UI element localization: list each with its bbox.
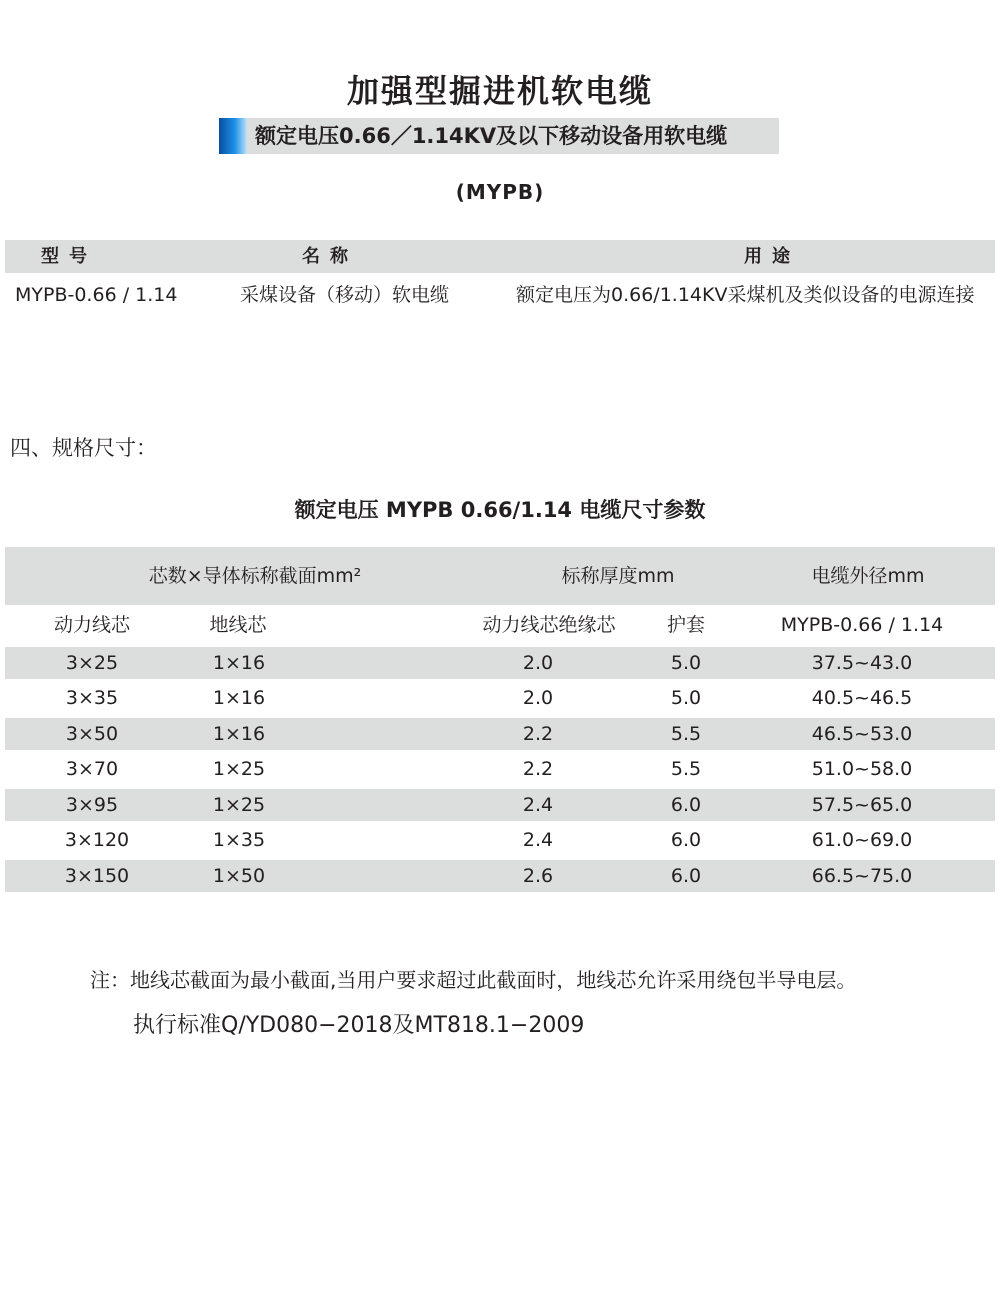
table-row [5,753,995,785]
subtitle-bar [219,118,779,154]
spec-table-group-header [5,547,995,605]
cell-sheath: 5.5 [670,758,702,780]
cell-insulation: 2.0 [522,687,554,709]
subheader-ground-core: 地线芯 [209,614,267,636]
cell-insulation: 2.0 [522,652,554,674]
cell-diameter: 57.5~65.0 [811,794,913,816]
cell-insulation: 2.2 [522,723,554,745]
cell-ground-core: 1×16 [212,687,266,709]
header-model: 型号 [41,246,97,267]
cell-sheath: 5.0 [670,652,702,674]
cell-ground-core: 1×25 [212,794,266,816]
cell-insulation: 2.4 [522,794,554,816]
subheader-sheath: 护套 [666,614,706,636]
header-usage: 用途 [744,246,800,267]
cell-ground-core: 1×35 [212,829,266,851]
cell-diameter: 61.0~69.0 [811,829,913,851]
cell-power-core: 3×50 [65,723,119,745]
table-row [5,647,995,679]
table-row [5,682,995,714]
cell-insulation: 2.6 [522,865,554,887]
cell-sheath: 6.0 [670,865,702,887]
cell-diameter: 40.5~46.5 [811,687,913,709]
table-row [5,860,995,892]
standard-reference: 执行标准Q/YD080−2018及MT818.1−2009 [133,1013,585,1038]
group-header-thickness: 标称厚度mm [561,565,675,587]
cell-ground-core: 1×25 [212,758,266,780]
cell-diameter: 46.5~53.0 [811,723,913,745]
cell-sheath: 5.5 [670,723,702,745]
table-row [5,789,995,821]
table-row [5,718,995,750]
subtitle: 额定电压0.66／1.14KV及以下移动设备用软电缆 [255,124,728,148]
footnote: 注：地线芯截面为最小截面,当用户要求超过此截面时，地线芯允许采用绕包半导电层。 [90,968,857,992]
cell-insulation: 2.2 [522,758,554,780]
subheader-insulation: 动力线芯绝缘芯 [482,614,616,636]
spec-table-title: 额定电压 MYPB 0.66/1.14 电缆尺寸参数 [294,498,706,522]
section-heading: 四、规格尺寸： [10,436,157,460]
cell-ground-core: 1×50 [212,865,266,887]
info-usage-value: 额定电压为0.66/1.14KV采煤机及类似设备的电源连接 [516,284,975,306]
cell-diameter: 66.5~75.0 [811,865,913,887]
group-header-diameter: 电缆外径mm [811,565,925,587]
model-code: (MYPB) [455,180,545,204]
cell-sheath: 5.0 [670,687,702,709]
page-title: 加强型掘进机软电缆 [346,72,653,110]
cell-power-core: 3×150 [64,865,130,887]
cell-sheath: 6.0 [670,829,702,851]
info-model-value: MYPB-0.66 / 1.14 [15,284,178,306]
cell-power-core: 3×95 [65,794,119,816]
cell-sheath: 6.0 [670,794,702,816]
table-row [5,824,995,856]
header-name: 名称 [302,246,358,267]
subheader-power-core: 动力线芯 [53,614,131,636]
info-table-header [5,240,995,273]
cell-power-core: 3×25 [65,652,119,674]
blue-accent-block [219,118,247,154]
subheader-model-diameter: MYPB-0.66 / 1.14 [780,614,944,636]
cell-ground-core: 1×16 [212,723,266,745]
info-name-value: 采煤设备（移动）软电缆 [240,284,450,306]
cell-power-core: 3×35 [65,687,119,709]
group-header-cores: 芯数×导体标称截面mm² [148,565,362,587]
cell-power-core: 3×120 [64,829,130,851]
cell-ground-core: 1×16 [212,652,266,674]
cell-diameter: 51.0~58.0 [811,758,913,780]
cell-diameter: 37.5~43.0 [811,652,913,674]
cell-power-core: 3×70 [65,758,119,780]
cell-insulation: 2.4 [522,829,554,851]
